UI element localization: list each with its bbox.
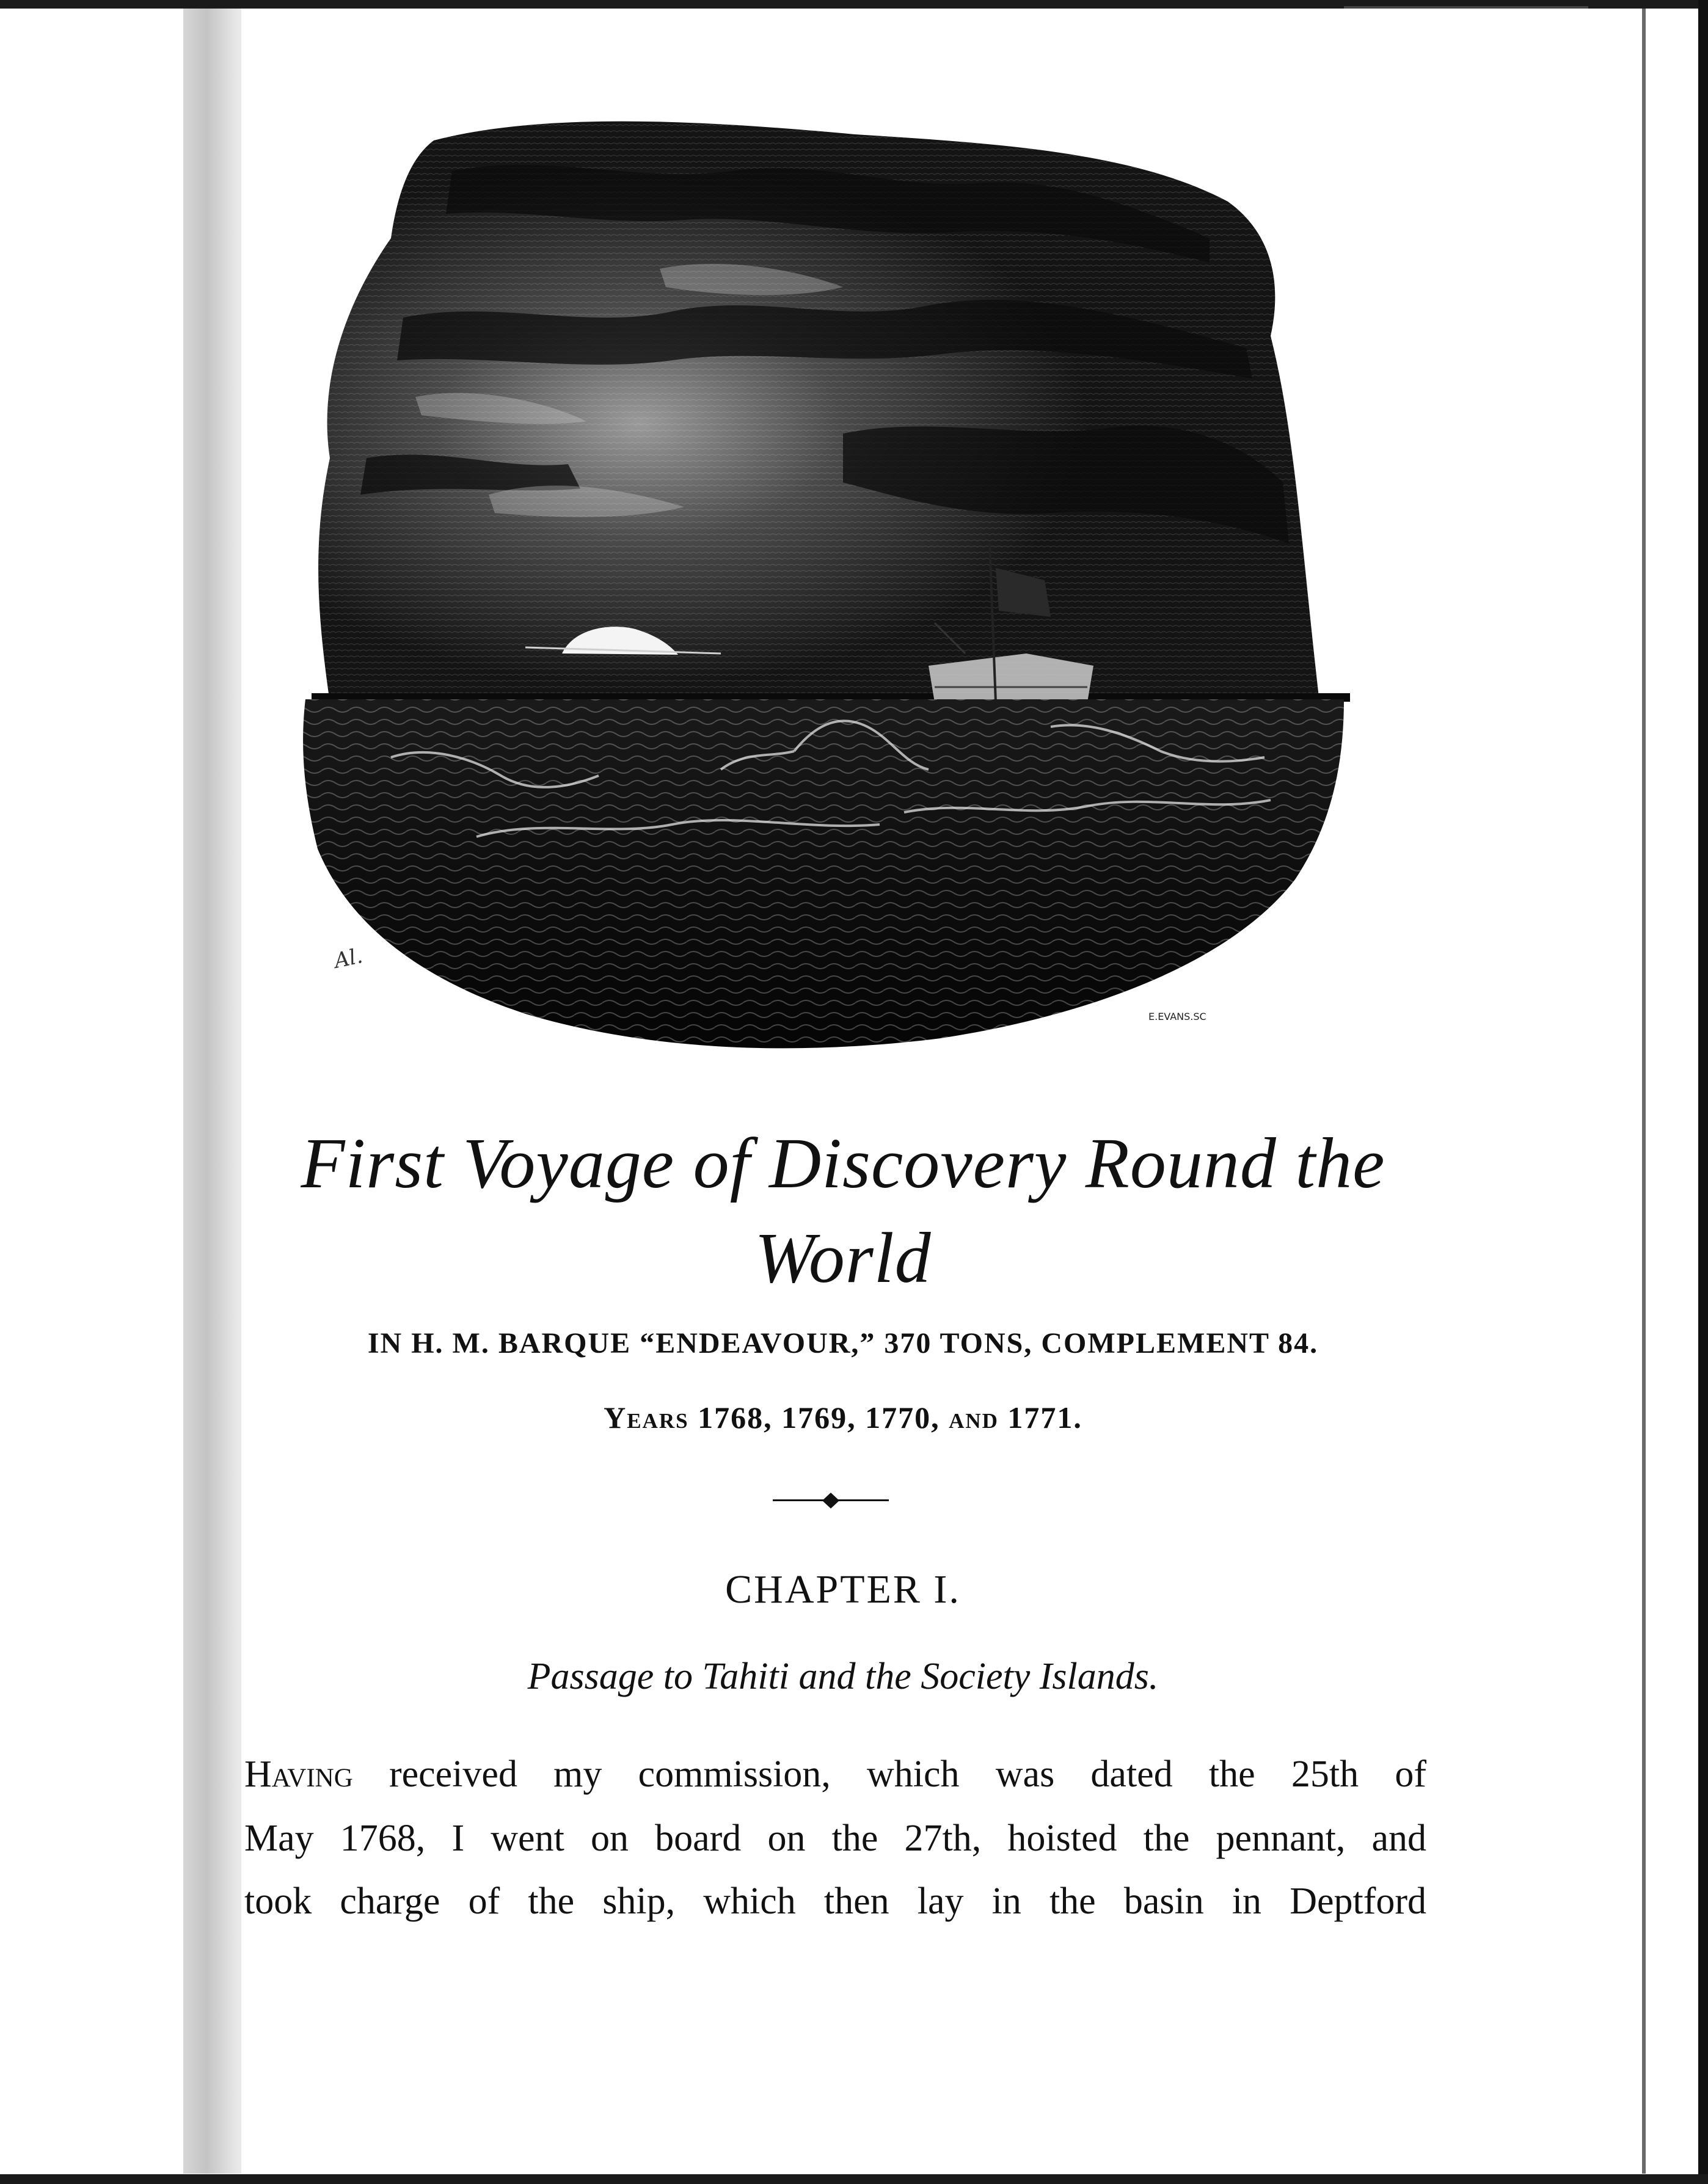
body-line-1: [244, 1753, 1426, 1796]
chapter-heading: CHAPTER I.: [725, 1567, 961, 1612]
body-line-2: May 1768, I went on board on the 27th, hoisted the pennant, and: [244, 1818, 1426, 1859]
title-line-1: First Voyage of Discovery Round the: [301, 1123, 1385, 1203]
svg-text:Al.: Al.: [332, 944, 365, 974]
subtitle-ship: IN H. M. BARQUE “ENDEAVOUR,” 370 TONS, COMPLEMENT 84.: [367, 1327, 1319, 1360]
diamond-rule-ornament: [773, 1490, 889, 1511]
body-line-1-text: received my commission, which was dated the 25th of: [352, 1753, 1426, 1795]
title-line-2: World: [754, 1218, 932, 1298]
drop-word: Having: [244, 1753, 353, 1795]
sea-sunset-ship-engraving: [293, 116, 1350, 1063]
chapter-subheading: Passage to Tahiti and the Society Islands.: [527, 1656, 1159, 1697]
subtitle-years: Years 1768, 1769, 1770, and 1771.: [604, 1400, 1082, 1435]
scan-bottom-edge: [0, 2174, 1708, 2184]
body-line-3: took charge of the ship, which then lay in the basin in Deptford: [244, 1880, 1426, 1922]
scan-right-edge: [1698, 0, 1708, 2184]
svg-text:E.EVANS.SC: E.EVANS.SC: [1148, 1011, 1206, 1022]
book-spine-gutter: [183, 9, 250, 2174]
page-right-edge: [1642, 9, 1646, 2174]
